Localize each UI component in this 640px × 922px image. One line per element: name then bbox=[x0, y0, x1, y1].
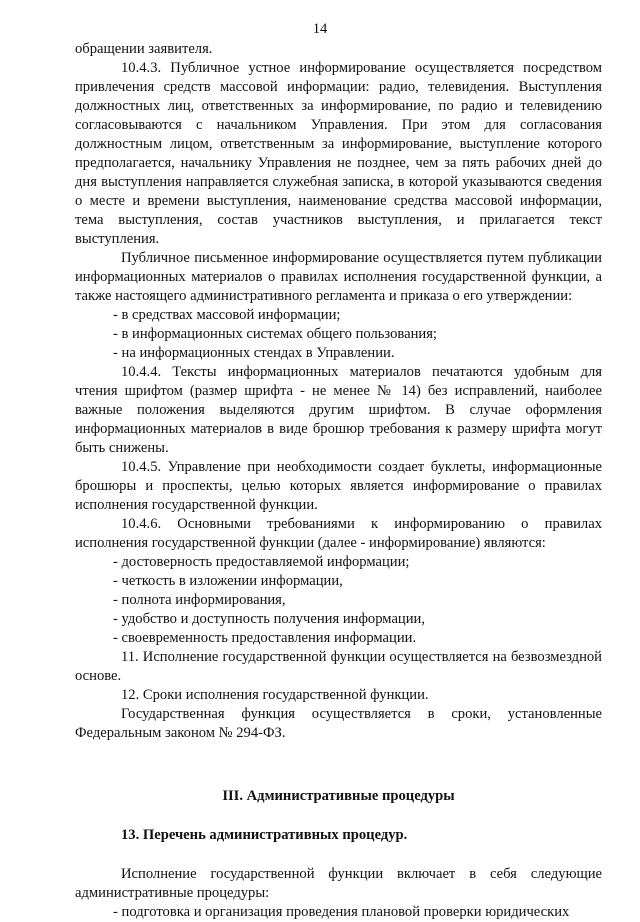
paragraph-continuation: обращении заявителя. bbox=[75, 41, 213, 57]
section-heading: III. Административные процедуры bbox=[222, 788, 455, 804]
list-item: - достоверность предоставляемой информации; bbox=[113, 554, 410, 570]
subsection-heading: 13. Перечень административных процедур. bbox=[121, 827, 408, 843]
paragraph: 10.4.6. Основными требованиями к информированию о правилах исполнения государственной функции (далее - информирование) являются: bbox=[75, 516, 602, 551]
list-item: - четкость в изложении информации, bbox=[113, 573, 343, 589]
paragraph: 10.4.4. Тексты информационных материалов печатаются удобным для чтения шрифтом (размер шрифта - не менее № 14) без исправлений, наиболее важные положения выделяются другим шрифтом. В случае оформления информационных материалов в виде брошюр требования к размеру шрифта могут быть снижены. bbox=[75, 364, 602, 456]
paragraph: Государственная функция осуществляется в сроки, установленные Федеральным законом № 294-ФЗ. bbox=[75, 706, 602, 741]
spacer bbox=[75, 806, 602, 826]
paragraph: 11. Исполнение государственной функции осуществляется на безвозмездной основе. bbox=[75, 649, 602, 684]
list-item: - в информационных системах общего пользования; bbox=[113, 326, 437, 342]
spacer bbox=[75, 743, 602, 787]
list-item: - в средствах массовой информации; bbox=[113, 307, 341, 323]
spacer bbox=[75, 845, 602, 865]
paragraph: 12. Сроки исполнения государственной функции. bbox=[121, 687, 429, 703]
paragraph: 10.4.3. Публичное устное информирование осуществляется посредством привлечения средств массовой информации: радио, телевидения. Выступления должностных лиц, ответственных за информирование, по радио и телевидению согласовываются с начальником Управления. При этом для согласования должностным лицом, ответственным за информирование, выступление которого предполагается, начальнику Управления не позднее, чем за пять рабочих дней до дня выступления направляется служебная записка, в которой указываются сведения о месте и времени выступления, наименование средства массовой информации, тема выступления, состав участников выступления, и прилагается текст выступления. bbox=[75, 60, 602, 247]
paragraph: Публичное письменное информирование осуществляется путем публикации информационных материалов о правилах исполнения государственной функции, а также настоящего административного регламента и приказа о его утверждении: bbox=[75, 250, 602, 304]
paragraph: Исполнение государственной функции включает в себя следующие административные процедуры: bbox=[75, 866, 602, 901]
list-item: - на информационных стендах в Управлении. bbox=[113, 345, 395, 361]
list-item-continuation: - подготовка и организация проведения плановой проверки юридических bbox=[113, 904, 570, 920]
paragraph: 10.4.5. Управление при необходимости создает буклеты, информационные брошюры и проспекты, целью которых является информирование о правилах исполнения государственной функции. bbox=[75, 459, 602, 513]
list-item: - своевременность предоставления информации. bbox=[113, 630, 417, 646]
page-number: 14 bbox=[312, 21, 328, 37]
document-body bbox=[75, 40, 602, 922]
list-item: - полнота информирования, bbox=[113, 592, 286, 608]
list-item: - удобство и доступность получения информации, bbox=[113, 611, 425, 627]
